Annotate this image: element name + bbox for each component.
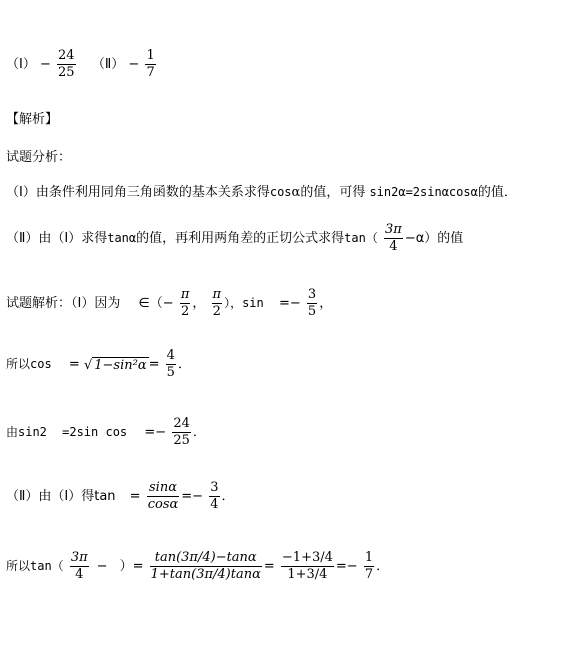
numerator: 1 <box>364 550 374 565</box>
equals: = <box>68 357 80 372</box>
denominator: 1+3/4 <box>287 567 328 582</box>
three-fourths <box>209 480 219 513</box>
solution-intro: 试题解析：（Ⅰ）因为 <box>6 296 125 311</box>
analysis-line-2-mid: 的值，再利用两角差的正切公式求得 <box>136 231 345 246</box>
comma: ， <box>192 296 206 311</box>
analysis-line-1-text: （Ⅰ）由条件利用同角三角函数的基本关系求得 <box>6 185 270 200</box>
interval-open: ∈（− <box>138 296 174 311</box>
close-equals: ）= <box>119 559 144 574</box>
numerator: 4 <box>166 348 175 363</box>
sin-over-cos <box>147 480 180 513</box>
substituted-fraction <box>281 550 334 583</box>
analysis-line-1-mid: 的值，可得 <box>300 185 370 200</box>
fraction-numerator: 3π <box>384 222 402 237</box>
radicand: 1−sin²α <box>94 357 147 373</box>
analysis-line-2-end: −α）的值 <box>404 231 464 246</box>
equals: = <box>148 357 160 372</box>
numerator: 24 <box>173 416 190 431</box>
denominator: 25 <box>173 433 190 448</box>
so-tan-text: 所以tan（ <box>6 559 64 573</box>
period: ． <box>376 559 390 574</box>
answer-part1-numerator: 24 <box>58 48 75 63</box>
section-heading: 【解析】 <box>6 112 59 127</box>
answer-part2-numerator: 1 <box>146 48 155 63</box>
tan-term: tan（ <box>344 231 378 245</box>
pi-over-two <box>212 287 223 320</box>
analysis-line-1-end: 的值． <box>477 185 517 200</box>
numerator: sinα <box>149 480 177 495</box>
answer-part1-label: （Ⅰ） <box>6 57 36 72</box>
denominator: 5 <box>166 365 175 380</box>
three-pi-over-four <box>70 550 89 583</box>
answer-line <box>6 48 158 81</box>
pi-symbol: π <box>180 287 190 302</box>
denominator: 7 <box>364 567 374 582</box>
answer-part2-sign: − <box>128 57 140 72</box>
so-cos-text: 所以cos <box>6 357 59 371</box>
three-fifths <box>307 287 317 320</box>
sin2-term: 由sin2 <box>6 425 55 439</box>
equals-minus: =− <box>335 559 358 574</box>
double-angle-formula: sin2α=2sinαcosα <box>369 185 478 199</box>
two-denominator: 2 <box>180 304 190 319</box>
denominator: 4 <box>75 567 84 582</box>
answer-part2-denominator: 7 <box>146 65 155 80</box>
analysis-line-1 <box>6 181 517 200</box>
double-angle-expansion: =2sin cos <box>62 425 135 439</box>
twenty-four-over-twenty-five <box>172 416 191 449</box>
denominator: 1+tan(3π/4)tanα <box>150 567 261 582</box>
analysis-title: 试题分析： <box>6 150 72 165</box>
tan-difference-formula <box>150 550 262 583</box>
period: ． <box>221 489 235 504</box>
solution-line-1 <box>6 287 332 320</box>
period: ． <box>192 425 206 440</box>
denominator: cosα <box>147 497 179 512</box>
three-pi-over-four-fraction <box>384 222 403 255</box>
denominator: 4 <box>210 497 219 512</box>
equals: = <box>129 489 141 504</box>
solution-line-5 <box>6 550 389 583</box>
numerator: 3π <box>70 550 88 565</box>
numerator: 3 <box>210 480 219 495</box>
equals-minus: =− <box>144 425 167 440</box>
end-comma: ， <box>319 296 333 311</box>
fraction-denominator: 4 <box>389 239 398 254</box>
minus: − <box>96 559 108 574</box>
one-seventh <box>364 550 374 583</box>
pi-symbol: π <box>212 287 222 302</box>
denominator: 5 <box>307 304 317 319</box>
solution-line-3 <box>6 416 206 449</box>
answer-part1-denominator: 25 <box>58 65 75 80</box>
equals-minus: =− <box>278 296 301 311</box>
sqrt-expression: √ 1−sin²α <box>83 357 147 373</box>
equals-minus: =− <box>181 489 204 504</box>
equals: = <box>263 559 275 574</box>
two-denominator: 2 <box>212 304 221 319</box>
part2-intro: （Ⅱ）由（Ⅰ）得tan <box>6 489 120 504</box>
sin-term: ），sin <box>224 296 271 310</box>
period: ． <box>177 357 191 372</box>
answer-part1-fraction <box>57 48 76 81</box>
solution-line-4 <box>6 480 235 513</box>
numerator: tan(3π/4)−tanα <box>154 550 257 565</box>
four-fifths <box>166 348 176 381</box>
answer-part1-sign: − <box>39 57 51 72</box>
tan-alpha-term: tanα <box>107 231 137 245</box>
analysis-line-2 <box>6 222 463 255</box>
answer-part2-label: （Ⅱ） <box>91 57 125 72</box>
neg-pi-over-two <box>180 287 191 320</box>
alpha-symbol: α <box>291 185 301 200</box>
cos-term: cos <box>269 185 292 199</box>
answer-part2-fraction <box>145 48 155 81</box>
analysis-line-2-text: （Ⅱ）由（Ⅰ）求得 <box>6 231 108 246</box>
numerator: −1+3/4 <box>281 550 333 565</box>
solution-line-2 <box>6 348 191 381</box>
numerator: 3 <box>307 287 317 302</box>
